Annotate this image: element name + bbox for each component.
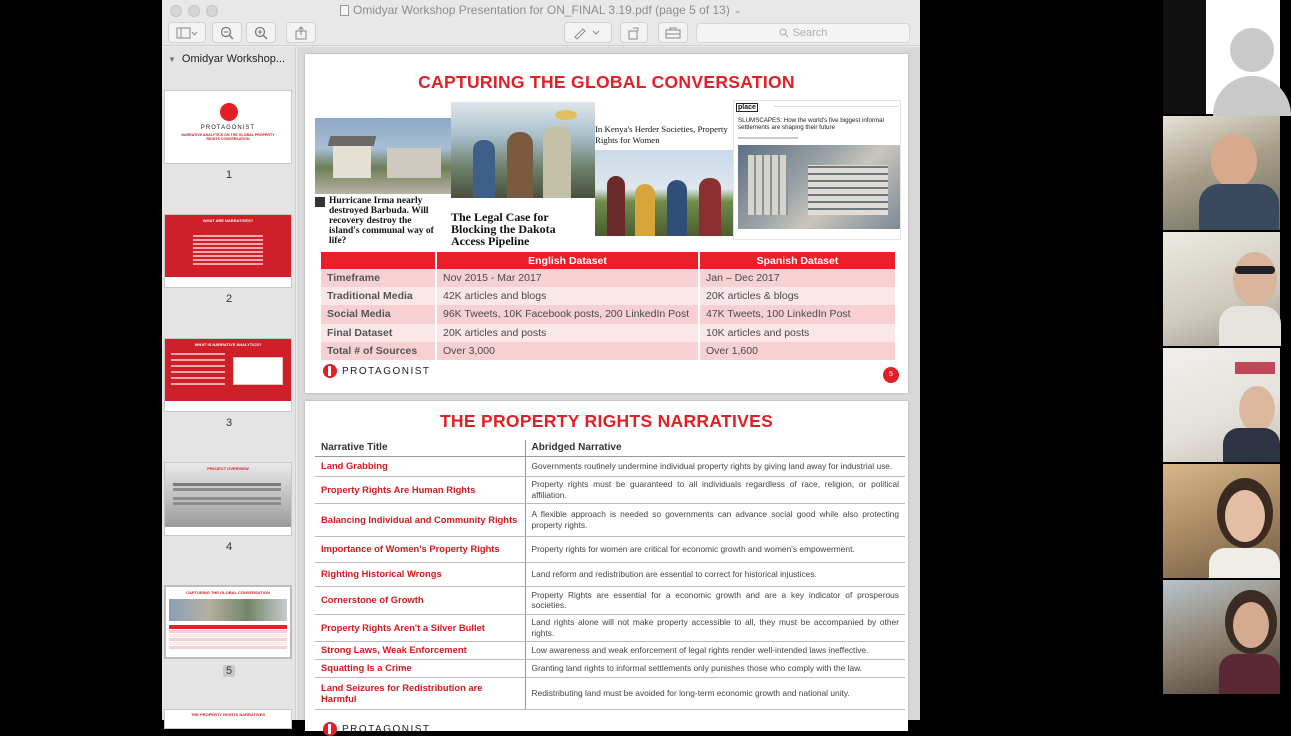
narrative-text: Property Rights are essential for a economic growth and are a key indicator of prosperous societies.: [525, 586, 905, 614]
participant-video-1[interactable]: [1163, 116, 1280, 230]
window-title[interactable]: [340, 3, 741, 17]
share-icon: [295, 26, 307, 40]
brand-text: PROTAGONIST: [342, 723, 431, 735]
narrative-title: Land Grabbing: [315, 456, 525, 476]
spanish-cell: 10K articles and posts: [699, 324, 895, 342]
table-row: [321, 269, 895, 287]
participant-video-5[interactable]: [1163, 580, 1280, 694]
thumb-number-5: 5: [162, 665, 296, 677]
document-view[interactable]: [297, 47, 920, 735]
thumb-4-caption: PROJECT OVERVIEW: [207, 466, 249, 471]
table-row: [315, 677, 905, 709]
toolbox-icon: [665, 27, 681, 39]
narrative-text: Land reform and redistribution are essential to correct for historical injustices.: [525, 562, 905, 586]
protagonist-logo-icon: [323, 722, 337, 736]
search-icon: [779, 28, 789, 38]
sidebar-heading[interactable]: [168, 53, 285, 65]
thumb-5-caption: CAPTURING THE GLOBAL CONVERSATION: [186, 590, 270, 595]
article-thumb-icon: [315, 197, 325, 207]
row-label: Final Dataset: [321, 324, 436, 342]
chevron-down-icon: ⌄: [733, 4, 742, 15]
narrative-title: Property Rights Are Human Rights: [315, 476, 525, 503]
rotate-button[interactable]: [620, 22, 648, 43]
dakota-photo: [451, 102, 595, 198]
thumb-number-3: 3: [225, 417, 233, 429]
abridged-narrative-header: Abridged Narrative: [525, 440, 905, 456]
sidebar-toggle-button[interactable]: [168, 22, 206, 43]
table-row: [315, 641, 905, 659]
slide-title: CAPTURING THE GLOBAL CONVERSATION: [418, 72, 795, 92]
table-row: [315, 586, 905, 614]
participant-video-4[interactable]: [1163, 464, 1280, 578]
dataset-table: [321, 252, 895, 360]
markup-button[interactable]: [564, 22, 612, 43]
english-cell: 20K articles and posts: [436, 324, 699, 342]
protagonist-brand: [323, 722, 431, 736]
thumbnail-sidebar: [162, 47, 296, 720]
page-thumbnail-4[interactable]: [164, 462, 292, 536]
row-label: Total # of Sources: [321, 342, 436, 360]
narrative-title: Righting Historical Wrongs: [315, 562, 525, 586]
window-title-text: Omidyar Workshop Presentation for ON_FINAL 3.19.pdf (page 5 of 13): [353, 3, 730, 17]
slide-page-6: [305, 401, 908, 735]
narratives-table: [315, 440, 905, 710]
slide-title: THE PROPERTY RIGHTS NARRATIVES: [439, 411, 774, 431]
markup-pen-icon: [573, 27, 603, 39]
thumb-1-caption: PROTAGONIST: [200, 125, 256, 131]
barbuda-headline: Hurricane Irma nearly destroyed Barbuda. Will recovery destroy the island's communal way of life?: [329, 196, 434, 246]
narrative-title: Property Rights Aren't a Silver Bullet: [315, 614, 525, 641]
zoom-in-icon: [254, 26, 268, 40]
place-logo: place: [738, 104, 756, 111]
avatar-body-icon: [1213, 76, 1291, 116]
avatar-icon: [1230, 28, 1274, 72]
thumb-number-4: 4: [225, 541, 233, 553]
table-row: [315, 659, 905, 677]
slumscapes-headline: SLUMSCAPES: How the world's five biggest informal settlements are shaping their future: [738, 117, 884, 132]
close-window-button[interactable]: [170, 5, 182, 17]
narrative-title: Strong Laws, Weak Enforcement: [315, 641, 525, 659]
minimize-window-button[interactable]: [188, 5, 200, 17]
english-cell: 96K Tweets, 10K Facebook posts, 200 LinkedIn Post: [436, 305, 699, 323]
thumb-3-caption: WHAT IS NARRATIVE ANALYTICS?: [194, 342, 262, 347]
row-label: Timeframe: [321, 269, 436, 287]
table-row: [321, 305, 895, 323]
english-dataset-header: English Dataset: [436, 252, 699, 269]
sidebar-toggle-icon: [176, 27, 198, 39]
narrative-text: Granting land rights to informal settlements only punishes those who comply with the law.: [525, 659, 905, 677]
thumb-number-1: 1: [225, 169, 233, 181]
table-row: [315, 536, 905, 562]
kenya-photo: [595, 150, 733, 236]
narrative-text: Low awareness and weak enforcement of legal rights render well-intended laws ineffective.: [525, 641, 905, 659]
slumscapes-article: [733, 100, 901, 240]
narrative-title: Squatting Is a Crime: [315, 659, 525, 677]
spanish-cell: 20K articles & blogs: [699, 287, 895, 305]
table-row: [315, 476, 905, 503]
narrative-text: Property rights must be guaranteed to all individuals regardless of race, religion, or political affiliation.: [525, 476, 905, 503]
disclosure-triangle-icon: ▼: [168, 54, 176, 64]
video-gap: [1163, 0, 1206, 114]
table-row: [315, 503, 905, 536]
narrative-title: Importance of Women's Property Rights: [315, 536, 525, 562]
english-cell: 42K articles and blogs: [436, 287, 699, 305]
brand-text: PROTAGONIST: [342, 365, 431, 377]
table-row: [315, 614, 905, 641]
english-cell: Over 3,000: [436, 342, 699, 360]
slum-aerial-photo: [738, 145, 900, 229]
table-row: [321, 287, 895, 305]
zoom-out-icon: [220, 26, 234, 40]
spanish-dataset-header: Spanish Dataset: [699, 252, 895, 269]
video-participants-strip: [1163, 0, 1280, 720]
participant-video-2[interactable]: [1163, 232, 1280, 346]
pdf-viewer-window: [162, 0, 920, 735]
title-bar: [162, 0, 920, 46]
participant-tile-no-video[interactable]: [1206, 0, 1280, 114]
thumb-6-caption: THE PROPERTY RIGHTS NARRATIVES: [190, 712, 266, 717]
kenya-headline: In Kenya's Herder Societies, Property Rights for Women: [595, 124, 728, 145]
thumb-1-subtitle: NARRATIVE ANALYTICS ON THE GLOBAL PROPERTY RIGHTS CONVERSATION: [181, 133, 275, 142]
narrative-text: Property rights for women are critical for economic growth and women's empowerment.: [525, 536, 905, 562]
page-thumbnail-5[interactable]: [164, 585, 292, 659]
toolbox-button[interactable]: [658, 22, 688, 43]
protagonist-logo-icon: [220, 103, 238, 121]
page-number-bubble: 5: [883, 367, 899, 383]
table-row: [315, 456, 905, 476]
spanish-cell: Over 1,600: [699, 342, 895, 360]
page-thumbnail-6[interactable]: [164, 709, 292, 729]
page-thumbnail-3[interactable]: [164, 338, 292, 412]
table-row: [315, 562, 905, 586]
zoom-window-button[interactable]: [206, 5, 218, 17]
thumb-2-caption: WHAT ARE NARRATIVES?: [202, 218, 254, 223]
narrative-title: Land Seizures for Redistribution are Harmful: [315, 677, 525, 709]
document-icon: [340, 5, 349, 16]
row-label: Social Media: [321, 305, 436, 323]
narrative-title-header: Narrative Title: [315, 440, 525, 456]
spanish-cell: 47K Tweets, 100 LinkedIn Post: [699, 305, 895, 323]
table-row: [321, 324, 895, 342]
narrative-title: Balancing Individual and Community Rights: [315, 503, 525, 536]
row-label: Traditional Media: [321, 287, 436, 305]
table-row: [321, 342, 895, 360]
page-thumbnail-2[interactable]: [164, 214, 292, 288]
zoom-out-button[interactable]: [212, 22, 242, 43]
protagonist-logo-icon: [323, 364, 337, 378]
share-button[interactable]: [286, 22, 316, 43]
narrative-text: Land rights alone will not make property accessible to all, they must be accompanied by other rights.: [525, 614, 905, 641]
search-placeholder: Search: [792, 27, 828, 39]
protagonist-brand: [323, 364, 431, 378]
narrative-text: Redistributing land must be avoided for long-term economic growth and national unity.: [525, 677, 905, 709]
sidebar-heading-text: Omidyar Workshop...: [181, 53, 286, 65]
narrative-text: Governments routinely undermine individual property rights by giving land away for industrial use.: [525, 456, 905, 476]
english-cell: Nov 2015 - Mar 2017: [436, 269, 699, 287]
slide-page-5: [305, 54, 908, 393]
page-thumbnail-1[interactable]: [164, 90, 292, 164]
thumb-number-2: 2: [225, 293, 233, 305]
zoom-in-button[interactable]: [246, 22, 276, 43]
dakota-headline: The Legal Case for Blocking the Dakota Access Pipeline: [451, 210, 556, 249]
rotate-icon: [627, 26, 641, 40]
barbuda-photo: [315, 118, 451, 194]
dataset-col-blank: [321, 252, 436, 269]
narrative-text: A flexible approach is needed so governments can advance social good while also protecting property rights.: [525, 503, 905, 536]
search-field[interactable]: [696, 23, 910, 43]
participant-video-3[interactable]: [1163, 348, 1280, 462]
narrative-title: Cornerstone of Growth: [315, 586, 525, 614]
spanish-cell: Jan – Dec 2017: [699, 269, 895, 287]
